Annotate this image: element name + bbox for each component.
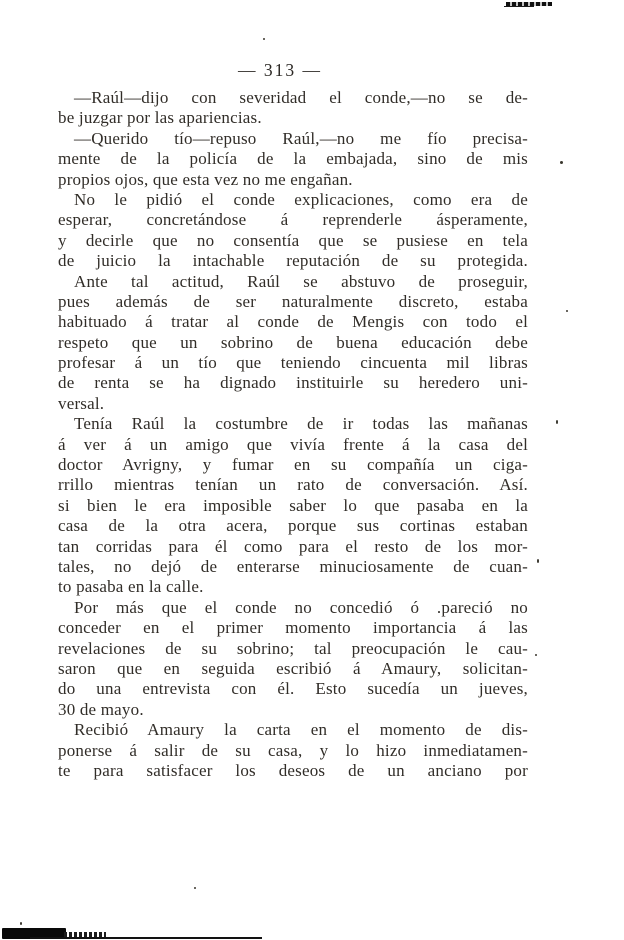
- scan-artifact-top-smudge: [506, 2, 552, 6]
- scan-artifact-speck: [560, 161, 563, 164]
- text-line: de juicio la intachable reputación de su protegida.: [58, 251, 528, 271]
- text-line: saron que en seguida escribió á Amaury, solicitan-: [58, 658, 528, 678]
- scan-artifact-speck: [566, 310, 568, 312]
- scan-artifact-speck: [263, 38, 265, 40]
- text-line: á ver á un amigo que vivía frente á la casa del: [58, 434, 528, 454]
- text-line: —Raúl—dijo con severidad el conde,—no se de-: [74, 88, 528, 107]
- scan-artifact-top-line: [504, 6, 534, 7]
- text-line: te para satisfacer los deseos de un anciano por: [58, 760, 528, 780]
- text-line: be juzgar por las apariencias.: [58, 108, 262, 128]
- text-line: do una entrevista con él. Esto sucedía un jueves,: [58, 679, 528, 699]
- text-line: mente de la policía de la embajada, sino de mis: [58, 149, 528, 169]
- scan-artifact-speck: [194, 887, 196, 889]
- scan-artifact-speck: [537, 559, 539, 563]
- text-line: Tenía Raúl la costumbre de ir todas las mañanas: [74, 414, 528, 434]
- text-line: casa de la otra acera, porque sus cortinas estaban: [58, 516, 528, 536]
- body-text: [58, 88, 528, 781]
- text-line: esperar, concretándose á reprenderle ásperamente,: [58, 210, 528, 230]
- text-line: —Querido tío—repuso Raúl,—no me fío precisa-: [74, 128, 528, 148]
- text-line: si bien le era imposible saber lo que pasaba en la: [58, 495, 528, 515]
- text-line: revelaciones de su sobrino; tal preocupación le cau-: [58, 638, 528, 658]
- text-line: de renta se ha dignado instituirle su heredero uni-: [58, 373, 528, 393]
- text-line: ponerse á salir de su casa, y lo hizo inmediatamen-: [58, 740, 528, 760]
- text-line: tan corridas para él como para el resto de los mor-: [58, 536, 528, 556]
- text-line: y decirle que no consentía que se pusiese en tela: [58, 230, 528, 250]
- scan-artifact-speck: [556, 420, 558, 424]
- text-line: 30 de mayo.: [58, 699, 144, 719]
- text-line: Por más que el conde no concedió ó .pareció no: [74, 597, 528, 617]
- text-line: tales, no dejó de enterarse minuciosamente de cuan-: [58, 556, 528, 576]
- scan-artifact-speck: [20, 922, 22, 925]
- text-line: to pasaba en la calle.: [58, 577, 204, 597]
- text-line: Ante tal actitud, Raúl se abstuvo de proseguir,: [74, 271, 528, 291]
- text-line: conceder en el primer momento importancia á las: [58, 618, 528, 638]
- text-line: profesar á un tío que teniendo cincuenta mil libras: [58, 353, 528, 373]
- text-line: propios ojos, que esta vez no me engañan.: [58, 169, 353, 189]
- text-line: respeto que un sobrino de buena educación debe: [58, 332, 528, 352]
- text-line: Recibió Amaury la carta en el momento de dis-: [74, 720, 528, 740]
- scan-artifact-blob-tail: [64, 932, 106, 938]
- text-line: versal.: [58, 393, 105, 413]
- scan-artifact-bottom-line: [30, 937, 262, 939]
- text-line: rrillo mientras tenían un rato de conversación. Así.: [58, 475, 528, 495]
- text-line: pues además de ser naturalmente discreto, estaba: [58, 291, 528, 311]
- text-line: habituado á tratar al conde de Mengis con todo el: [58, 312, 528, 332]
- scan-artifact-bottom-blob: [2, 928, 66, 939]
- page-number: — 313 —: [238, 60, 322, 80]
- scan-artifact-speck: [535, 654, 537, 656]
- text-line: doctor Avrigny, y fumar en su compañía un ciga-: [58, 455, 528, 475]
- text-line: No le pidió el conde explicaciones, como era de: [74, 189, 528, 209]
